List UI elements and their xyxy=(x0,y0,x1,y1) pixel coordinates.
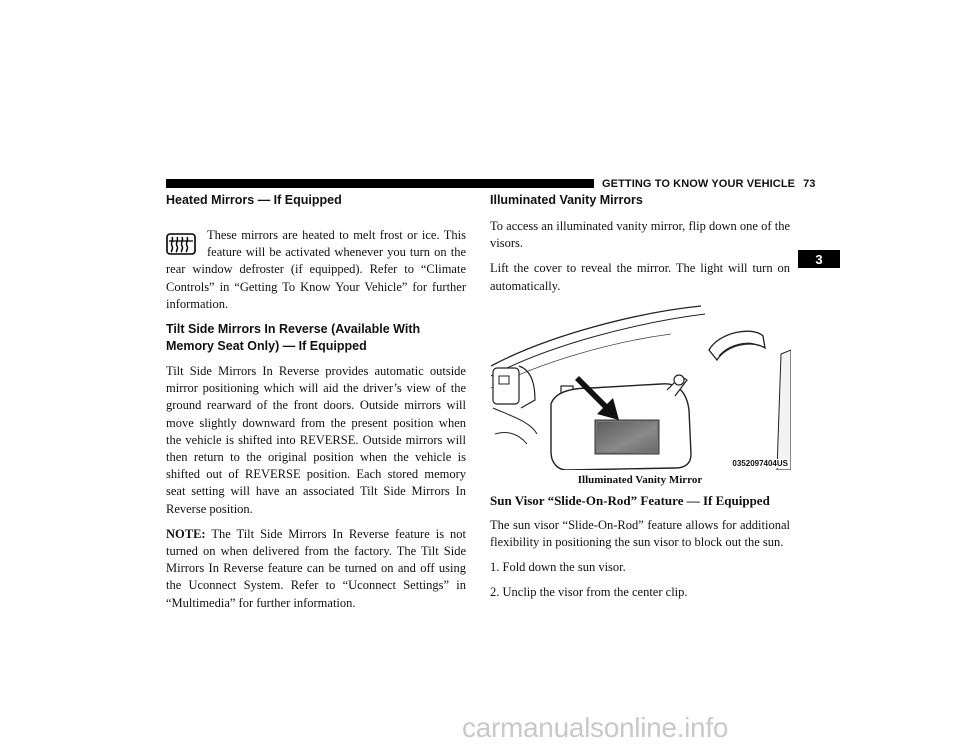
sun-visor-heading: Sun Visor “Slide-On-Rod” Feature — If Equipped xyxy=(490,492,770,508)
right-column xyxy=(490,192,790,610)
tilt-heading-line1: Tilt Side Mirrors In Reverse (Available With xyxy=(166,322,421,337)
header-rule xyxy=(166,179,594,188)
rear-defroster-icon xyxy=(166,233,196,255)
figure-caption: Illuminated Vanity Mirror xyxy=(577,473,703,486)
chapter-tab[interactable]: 3 xyxy=(798,250,840,268)
vanity-paragraph-1: To access an illuminated vanity mirror, flip down one of the visors. xyxy=(490,219,790,251)
note-paragraph xyxy=(166,526,466,612)
vanity-mirrors-heading: Illuminated Vanity Mirrors xyxy=(490,193,643,207)
step-1: 1. Fold down the sun visor. xyxy=(490,560,626,575)
tilt-mirrors-paragraph: Tilt Side Mirrors In Reverse provides automatic outside mirror positioning which will aid the driver’s view of the ground rearward of the front doors. Outside mirrors will move slightly downward from the present position when the vehicle is shifted into REVERSE. Outside mirrors will then return to the original position when the vehicle is shifted out of REVERSE position. Each stored memory seat setting will have an associated Tilt Side Mirrors In Reverse position. xyxy=(166,364,466,516)
step-2: 2. Unclip the visor from the center clip. xyxy=(490,585,688,600)
figure-code: 0352097404US xyxy=(732,458,788,468)
site-watermark: carmanualsonline.info xyxy=(462,712,729,743)
section-title: GETTING TO KNOW YOUR VEHICLE xyxy=(602,178,796,190)
vanity-mirror-figure xyxy=(490,303,792,471)
heated-mirrors-text: These mirrors are heated to melt frost or ice. This feature will be activated whenever you turn on the rear window defroster (if equipped). Refer to “Climate Controls” in “Getting To Know Your Vehicle” for further information. xyxy=(166,228,466,311)
left-column xyxy=(166,192,466,620)
sun-visor-paragraph: The sun visor “Slide-On-Rod” feature allows for additional flexibility in positioning the sun visor to block out the sun. xyxy=(490,517,790,550)
heated-mirrors-paragraph xyxy=(166,227,466,313)
vanity-mirror-illustration xyxy=(491,304,791,470)
page-number: 73 xyxy=(803,178,816,190)
note-label: NOTE: xyxy=(166,526,206,541)
vanity-paragraph-2: Lift the cover to reveal the mirror. The light will turn on automatically. xyxy=(490,261,790,293)
heated-mirrors-heading: Heated Mirrors — If Equipped xyxy=(166,193,342,207)
tilt-mirrors-heading xyxy=(166,321,466,355)
note-text: The Tilt Side Mirrors In Reverse feature is not turned on when delivered from the factory. The Tilt Side Mirrors In Reverse feature can be turned on and off using the Uconnect System. Refer to “Uconnect Settings” in “Multimedia” for further information. xyxy=(166,526,466,610)
tilt-heading-line2: Memory Seat Only) — If Equipped xyxy=(166,339,367,354)
running-header xyxy=(602,178,816,190)
